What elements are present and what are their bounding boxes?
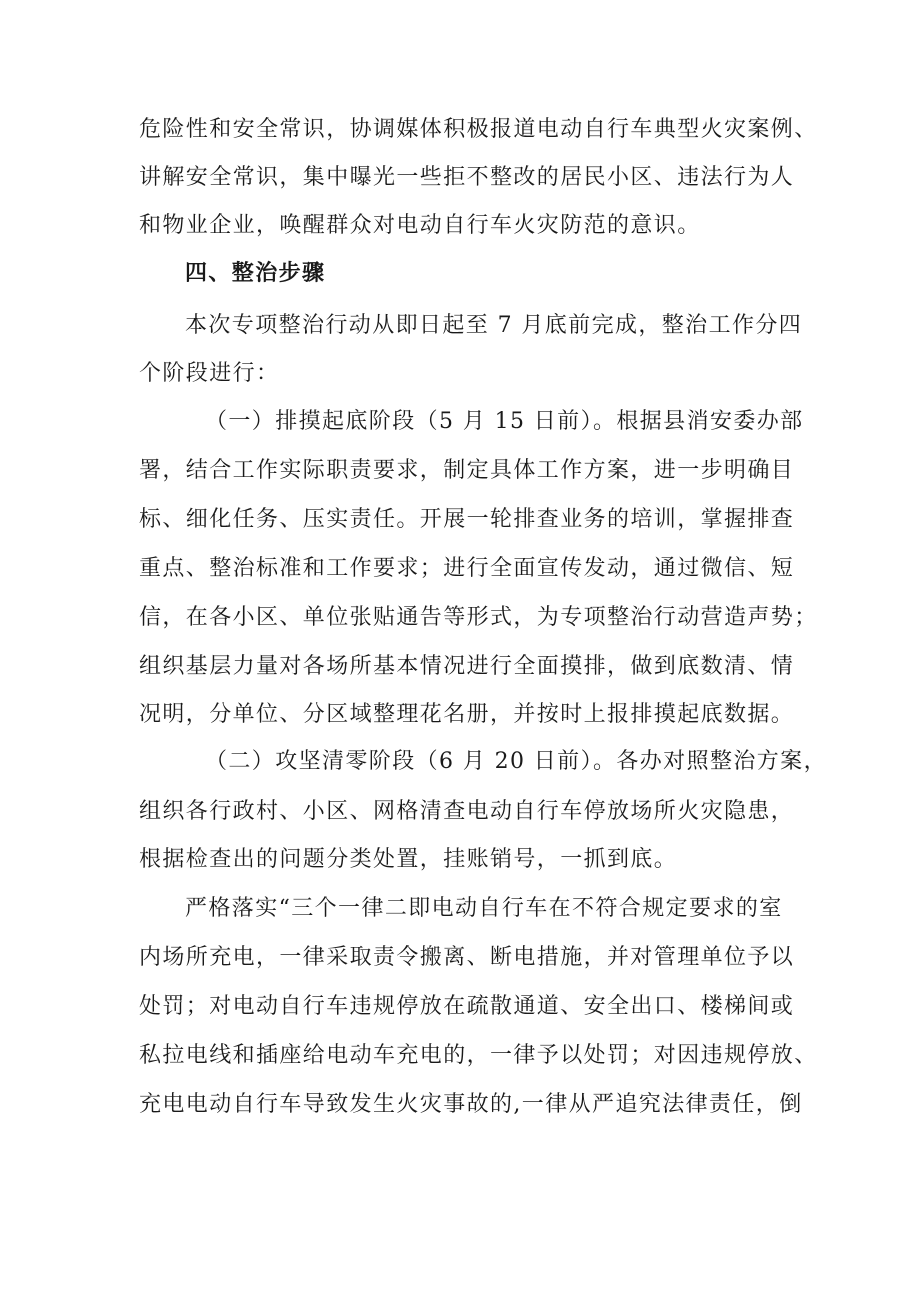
- stage1-line-4: 重点、整治标准和工作要求；进行全面宣传发动，通过微信、短: [139, 556, 795, 581]
- intro-line-3: 和物业企业，唤醒群众对电动自行车火灾防范的意识。: [139, 213, 701, 238]
- intro-line-1: 危险性和安全常识，协调媒体积极报道电动自行车典型火灾案例、: [139, 117, 818, 142]
- intro-line-2: 讲解安全常识，集中曝光一些拒不整改的居民小区、违法行为人: [139, 165, 795, 190]
- stage2-line-1: （二）攻坚清零阶段（6 月 20 日前）。各办对照整治方案，: [205, 749, 827, 774]
- stage1-line-1: （一）排摸起底阶段（5 月 15 日前）。根据县消安委办部: [205, 409, 804, 434]
- strict-line-3: 处罚；对电动自行车违规停放在疏散通道、安全出口、楼梯间或: [139, 994, 795, 1019]
- stage1-line-6: 组织基层力量对各场所基本情况进行全面摸排，做到底数清、情: [139, 654, 795, 679]
- stage1-line-2: 署，结合工作实际职责要求，制定具体工作方案，进一步明确目: [139, 458, 795, 483]
- strict-line-4: 私拉电线和插座给电动车充电的，一律予以处罚；对因违规停放、: [139, 1043, 818, 1068]
- overview-line-1: 本次专项整治行动从即日起至 7 月底前完成，整治工作分四: [185, 313, 803, 338]
- section-heading: 四、整治步骤: [185, 261, 326, 286]
- stage1-line-5: 信，在各小区、单位张贴通告等形式，为专项整治行动营造声势；: [139, 605, 818, 630]
- stage2-line-3: 根据检查出的问题分类处置，挂账销号，一抓到底。: [139, 847, 678, 872]
- strict-line-2: 内场所充电，一律采取责令搬离、断电措施，并对管理单位予以: [139, 945, 795, 970]
- strict-line-5: 充电电动自行车导致发生火灾事故的,一律从严追究法律责任，倒: [139, 1092, 803, 1117]
- stage2-line-2: 组织各行政村、小区、网格清查电动自行车停放场所火灾隐患，: [139, 799, 795, 824]
- stage1-line-7: 况明，分单位、分区域整理花名册，并按时上报排摸起底数据。: [139, 702, 795, 727]
- overview-line-2: 个阶段进行：: [139, 361, 280, 386]
- stage1-line-3: 标、细化任务、压实责任。开展一轮排查业务的培训，掌握排查: [139, 507, 795, 532]
- strict-line-1: 严格落实“三个一律二即电动自行车在不符合规定要求的室: [185, 896, 783, 921]
